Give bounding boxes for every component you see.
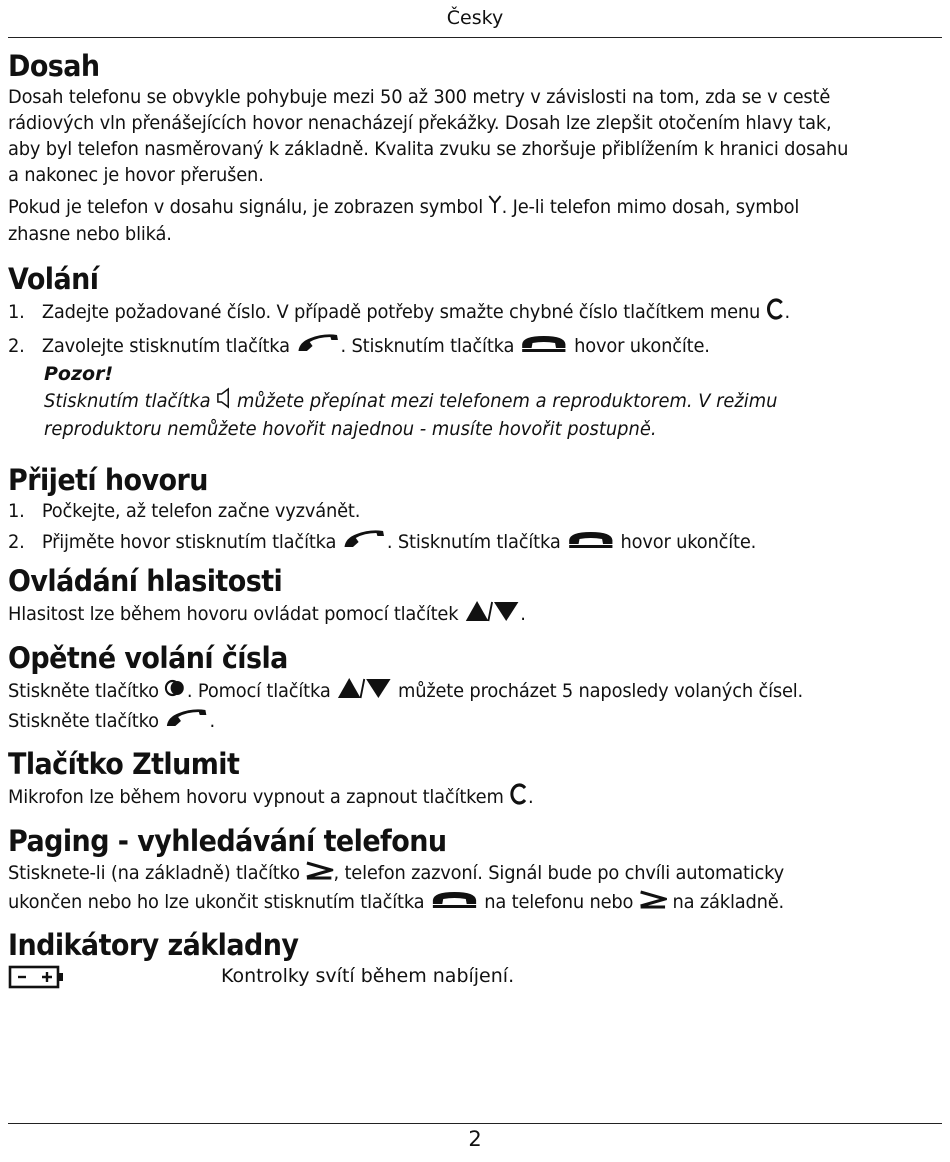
handset-end-icon <box>430 888 479 917</box>
prijeti-step-2 <box>8 528 886 557</box>
dosah-signal-text-a: Pokud je telefon v dosahu signálu, je zobrazen symbol <box>8 196 484 218</box>
prijeti-step-1 <box>8 498 886 524</box>
dosah-line-1: Dosah telefonu se obvykle pohybuje mezi 50 až 300 metry v závislosti na tom, zda se v cestě <box>8 86 831 108</box>
section-title-dosah: Dosah <box>8 49 100 83</box>
note-text-a: Stisknutím tlačítka <box>44 390 211 412</box>
opetne-line-1-text-c: můžete procházet 5 naposledy volaných čísel. <box>397 680 804 702</box>
volani-note <box>8 361 942 442</box>
step-number: 2. <box>8 335 25 357</box>
section-title-opetne: Opětné volání čísla <box>8 641 288 675</box>
volani-step-2-text-c: hovor ukončíte. <box>574 335 710 357</box>
handset-end-icon <box>520 332 569 361</box>
volani-step-1 <box>8 297 886 328</box>
battery-charging-icon <box>8 965 66 993</box>
section-hlasitost <box>8 563 942 630</box>
section-title-indikatory: Indikátory základny <box>8 928 299 962</box>
paging-line-1-text-b: , telefon zazvoní. Signál bude po chvíli automaticky <box>333 862 785 884</box>
section-opetne <box>8 640 942 736</box>
handset-call-icon <box>164 707 209 736</box>
step-number: 1. <box>8 301 25 323</box>
section-indikatory <box>8 927 942 993</box>
handset-call-icon <box>295 332 340 361</box>
section-title-paging: Paging - vyhledávání telefonu <box>8 824 447 858</box>
page-content <box>8 40 942 993</box>
prijeti-step-2-text-a: Přijměte hovor stisknutím tlačítka <box>41 531 337 553</box>
bottom-divider <box>8 1123 942 1124</box>
ztlumit-text <box>8 782 886 813</box>
volani-step-2-text-a: Zavolejte stisknutím tlačítka <box>41 335 290 357</box>
speaker-icon <box>216 387 231 416</box>
paging-line-1-text-a: Stisknete-li (na základně) tlačítko <box>8 862 300 884</box>
prijeti-step-2-text-b: . Stisknutím tlačítka <box>386 531 561 553</box>
section-title-hlasitost: Ovládání hlasitosti <box>8 564 283 598</box>
page-number: 2 <box>468 1127 482 1151</box>
up-down-triangles-icon <box>464 599 520 630</box>
handset-end-icon <box>566 528 615 557</box>
ztlumit-text-end: . <box>527 786 534 808</box>
dosah-line-3: aby byl telefon nasměrovaný k základně. Kvalita zvuku se zhoršuje přiblížením k hranici dosahu <box>8 138 849 160</box>
paging-line-2-text-c: na základně. <box>672 891 785 913</box>
dosah-line-2: rádiových vln přenášejících hovor nenacházejí překážky. Dosah lze zlepšit otočením hlavy tak, <box>8 112 832 134</box>
ztlumit-text-a: Mikrofon lze během hovoru vypnout a zapnout tlačítkem <box>8 786 504 808</box>
step-number: 1. <box>8 500 25 522</box>
volani-step-1-end: . <box>784 301 790 323</box>
paging-line-2-text-a: ukončen nebo ho lze ukončit stisknutím tlačítka <box>8 891 425 913</box>
hlasitost-text-a: Hlasitost lze během hovoru ovládat pomocí tlačítek <box>8 603 459 625</box>
volani-step-2 <box>8 332 886 361</box>
dosah-line-4: a nakonec je hovor přerušen. <box>8 164 264 186</box>
opetne-line-2-end: . <box>209 710 215 732</box>
section-dosah <box>8 48 942 247</box>
hlasitost-text-end: . <box>520 603 526 625</box>
hlasitost-text <box>8 599 886 630</box>
prijeti-step-2-text-c: hovor ukončíte. <box>620 531 757 553</box>
note-title: Pozor! <box>44 363 114 385</box>
opetne-line-1-text-a: Stiskněte tlačítko <box>8 680 159 702</box>
c-clear-icon <box>509 782 528 813</box>
paging-line-2 <box>8 888 886 917</box>
opetne-line-1-text-b: . Pomocí tlačítka <box>186 680 331 702</box>
indicator-row <box>8 963 942 993</box>
step-number: 2. <box>8 531 25 553</box>
section-volani <box>8 261 942 442</box>
section-title-ztlumit: Tlačítko Ztlumit <box>8 747 240 781</box>
opetne-line-2-text-a: Stiskněte tlačítko <box>8 710 159 732</box>
prijeti-step-1-text: Počkejte, až telefon začne vyzvánět. <box>41 500 361 522</box>
paging-icon <box>305 859 333 888</box>
up-down-triangles-icon <box>336 676 392 707</box>
paging-line-1 <box>8 859 886 888</box>
section-ztlumit <box>8 746 942 813</box>
section-paging <box>8 823 942 917</box>
paging-icon <box>639 888 667 917</box>
volani-step-1-text: Zadejte požadované číslo. V případě potřeby smažte chybné číslo tlačítkem menu <box>41 301 761 323</box>
note-text-b: můžete přepínat mezi telefonem a reproduktorem. V režimu <box>237 390 778 412</box>
opetne-line-2 <box>8 707 886 736</box>
c-clear-icon <box>766 297 785 328</box>
dosah-signal-line <box>8 194 886 221</box>
redial-icon <box>164 678 187 705</box>
note-line-1 <box>44 387 888 416</box>
dosah-signal-line-2: zhasne nebo bliká. <box>8 223 172 245</box>
section-title-prijeti: Přijetí hovoru <box>8 463 208 497</box>
page-language-header: Česky <box>446 7 504 29</box>
paging-line-2-text-b: na telefonu nebo <box>484 891 634 913</box>
opetne-line-1 <box>8 676 886 707</box>
indicator-text: Kontrolky svítí během nabíjení. <box>221 965 515 987</box>
note-line-2: reproduktoru nemůžete hovořit najednou - musíte hovořit postupně. <box>44 418 657 440</box>
handset-call-icon <box>342 528 387 557</box>
section-prijeti <box>8 462 942 557</box>
section-title-volani: Volání <box>8 262 99 296</box>
volani-step-2-text-b: . Stisknutím tlačítka <box>340 335 515 357</box>
dosah-signal-text-b: . Je-li telefon mimo dosah, symbol <box>501 196 800 218</box>
antenna-signal-icon <box>489 194 502 221</box>
top-divider <box>8 37 942 38</box>
